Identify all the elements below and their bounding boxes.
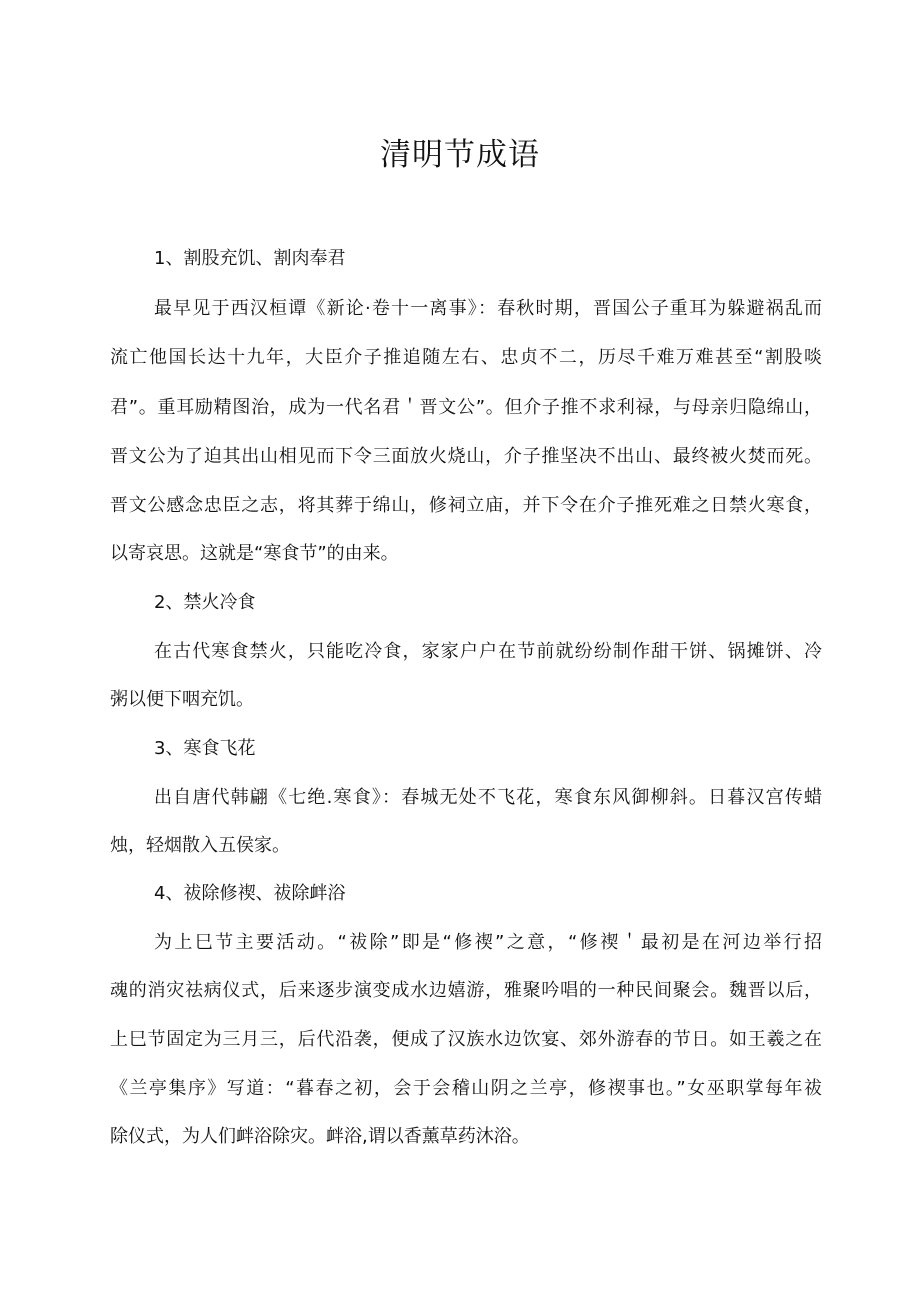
paragraph-line: 以寄哀思。这就是“寒食节”的由来。 bbox=[110, 543, 399, 564]
paragraph-line: 最早见于西汉桓谭《新论·卷十一离事》：春秋时期，晋国公子重耳为躲避祸乱而 bbox=[154, 298, 822, 319]
page-title: 清明节成语 bbox=[380, 137, 540, 173]
paragraph-line: 君”。重耳励精图治，成为一代名君＇晋文公”。但介子推不求利禄，与母亲归隐绵山， bbox=[110, 397, 822, 418]
section-heading-3: 3、寒食飞花 bbox=[154, 738, 256, 759]
paragraph-line: 晋文公感念忠臣之志，将其葬于绵山，修祠立庙，并下令在介子推死难之日禁火寒食， bbox=[110, 495, 822, 516]
paragraph-line: 为上巳节主要活动。“祓除”即是“修禊”之意，“修禊＇最初是在河边举行招 bbox=[154, 932, 822, 953]
paragraph-line: 烛，轻烟散入五侯家。 bbox=[110, 835, 290, 856]
paragraph-line: 上巳节固定为三月三，后代沿袭，便成了汉族水边饮宴、郊外游春的节日。如王羲之在 bbox=[110, 1029, 822, 1050]
section-heading-1: 1、割股充饥、割肉奉君 bbox=[154, 248, 346, 269]
section-heading-4: 4、祓除修禊、祓除衅浴 bbox=[154, 883, 346, 904]
paragraph-line: 魂的消灾祛病仪式，后来逐步演变成水边嬉游，雅聚吟唱的一种民间聚会。魏晋以后， bbox=[110, 980, 822, 1001]
paragraph-line: 流亡他国长达十九年，大臣介子推追随左右、忠贞不二，历尽千难万难甚至“割股啖 bbox=[110, 347, 822, 368]
paragraph-line: 《兰亭集序》写道：“暮春之初，会于会稽山阴之兰亭，修禊事也。”女巫职掌每年祓 bbox=[110, 1078, 822, 1099]
paragraph-line: 晋文公为了迫其出山相见而下令三面放火烧山，介子推坚决不出山、最终被火焚而死。 bbox=[110, 446, 822, 467]
paragraph-line: 在古代寒食禁火，只能吃冷食，家家户户在节前就纷纷制作甜干饼、锅摊饼、冷 bbox=[154, 641, 822, 662]
section-heading-2: 2、禁火冷食 bbox=[154, 592, 256, 613]
paragraph-line: 除仪式，为人们衅浴除灾。衅浴,谓以香薰草药沐浴。 bbox=[110, 1126, 530, 1147]
paragraph-line: 粥以便下咽充饥。 bbox=[110, 689, 254, 710]
paragraph-line: 出自唐代韩翩《七绝.寒食》：春城无处不飞花，寒食东风御柳斜。日暮汉宫传蜡 bbox=[154, 787, 822, 808]
